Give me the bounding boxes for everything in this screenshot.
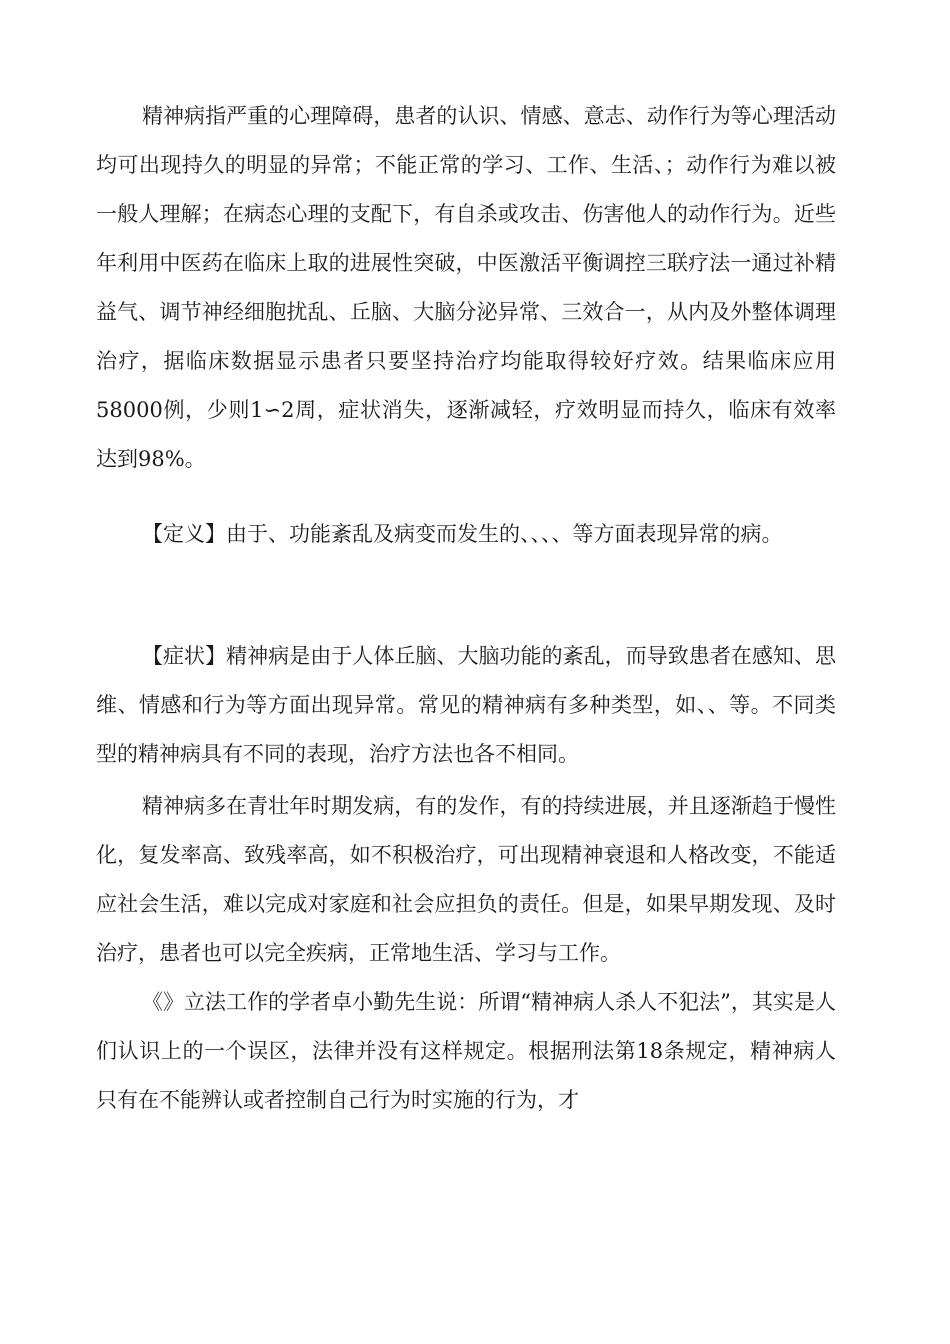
paragraph-onset: 精神病多在青壮年时期发病，有的发作，有的持续进展，并且逐渐趋于慢性化，复发率高、致残率高，如不积极治疗，可出现精神衰退和人格改变，不能适应社会生活，难以完成对家庭和社会应担负的责任。但是，如果早期发现、及时治疗，患者也可以完全疾病，正常地生活、学习与工作。 (96, 794, 836, 965)
paragraph-intro: 精神病指严重的心理障碍，患者的认识、情感、意志、动作行为等心理活动均可出现持久的明显的异常；不能正常的学习、工作、生活、；动作行为难以被一般人理解；在病态心理的支配下，有自杀或攻击、伤害他人的动作行为。近些年利用中医药在临床上取的进展性突破，中医激活平衡调控三联疗法一通过补精益气、调节神经细胞扰乱、丘脑、大脑分泌异常、三效合一，从内及外整体调理治疗，据临床数据显示患者只要坚持治疗均能取得较好疗效。结果临床应用58000例，少则1∽2周，症状消失，逐渐减轻，疗效明显而持久，临床有效率达到98%。 (96, 104, 836, 471)
paragraph-definition: 【定义】由于、功能紊乱及病变而发生的、、、、等方面表现异常的病。 (142, 522, 783, 546)
paragraph-symptoms: 【症状】精神病是由于人体丘脑、大脑功能的紊乱，而导致患者在感知、思维、情感和行为等方面出现异常。常见的精神病有多种类型，如、、等。不同类型的精神病具有不同的表现，治疗方法也各不相同。 (96, 644, 836, 766)
paragraph-legal: 《》立法工作的学者卓小勤先生说：所谓“精神病人杀人不犯法”，其实是人们认识上的一个误区，法律并没有这样规定。根据刑法第18条规定，精神病人只有在不能辨认或者控制自己行为时实施的行为，才 (96, 990, 836, 1112)
